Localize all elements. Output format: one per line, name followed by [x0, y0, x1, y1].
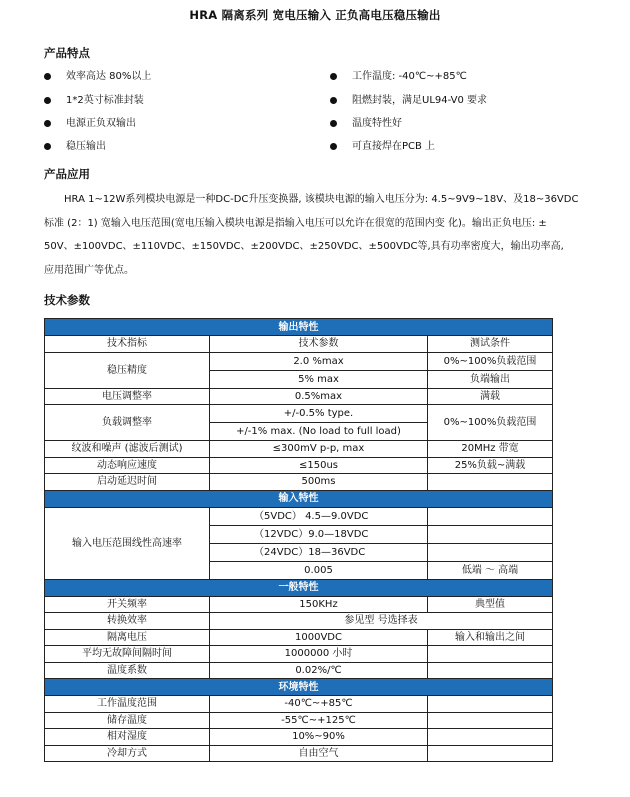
table-cell: 25%负载~满载 — [428, 457, 553, 474]
table-cell — [428, 507, 553, 525]
table-cell: 1000000 小时 — [210, 646, 428, 663]
table-cell: 动态响应速度 — [45, 457, 210, 474]
table-cell — [428, 662, 553, 679]
section-row — [45, 679, 553, 696]
table-cell: +/-1% max. (No load to full load) — [210, 423, 428, 441]
table-cell: 0.02%/℃ — [210, 662, 428, 679]
features-heading: 产品特点 — [44, 46, 90, 60]
table-cell: 技术指标 — [45, 336, 210, 353]
table-row — [45, 613, 553, 630]
table-row — [45, 696, 553, 713]
table-cell — [428, 696, 553, 713]
table-cell — [428, 745, 553, 762]
table-cell: -55℃~+125℃ — [210, 712, 428, 729]
table-row — [45, 336, 553, 353]
table-cell: 10%~90% — [210, 729, 428, 746]
section-title: 一般特性 — [45, 579, 553, 596]
bullet-icon — [330, 97, 337, 104]
paragraph-line: 50V、±100VDC、±110VDC、±150VDC、±200VDC、±250VDC、±500VDC等,具有功率密度大，输出功率高, — [44, 241, 564, 252]
bullet-icon — [44, 120, 51, 127]
bullet-icon — [44, 73, 51, 80]
table-cell: 20MHz 带宽 — [428, 441, 553, 458]
table-cell: 500ms — [210, 474, 428, 491]
section-row — [45, 319, 553, 336]
table-cell: 纹波和噪声 (滤波后测试) — [45, 441, 210, 458]
table-cell: 输入电压范围线性高速率 — [45, 507, 210, 579]
table-cell: 稳压精度 — [45, 352, 210, 388]
section-row — [45, 490, 553, 507]
table-cell: 工作温度范围 — [45, 696, 210, 713]
table-cell: 平均无故障间隔时间 — [45, 646, 210, 663]
table-row — [45, 646, 553, 663]
spec-table — [44, 318, 553, 762]
table-row — [45, 405, 553, 423]
table-cell: 0%~100%负载范围 — [428, 352, 553, 370]
table-cell — [428, 543, 553, 561]
application-paragraph — [44, 188, 590, 282]
table-cell: 启动延迟时间 — [45, 474, 210, 491]
table-row — [45, 352, 553, 370]
table-cell: 0%~100%负载范围 — [428, 405, 553, 441]
table-cell — [428, 712, 553, 729]
table-cell — [428, 474, 553, 491]
table-cell: 相对湿度 — [45, 729, 210, 746]
table-cell: 测试条件 — [428, 336, 553, 353]
section-row — [45, 579, 553, 596]
table-cell: 冷却方式 — [45, 745, 210, 762]
table-row — [45, 507, 553, 525]
section-title: 环境特性 — [45, 679, 553, 696]
table-cell: （24VDC）18—36VDC — [210, 543, 428, 561]
table-cell: 隔离电压 — [45, 629, 210, 646]
table-cell — [428, 729, 553, 746]
table-row — [45, 388, 553, 405]
paragraph-line: 标准 (2：1) 宽输入电压范围(宽电压输入模块电源是指输入电压可以允许在很宽的范围内变 化)。输出正负电压: ± — [44, 217, 547, 229]
section-title: 输入特性 — [45, 490, 553, 507]
bullet-icon — [330, 73, 337, 80]
table-cell: 0.005 — [210, 561, 428, 579]
table-cell: 低端 ～ 高端 — [428, 561, 553, 579]
bullet-icon — [330, 143, 337, 150]
table-row — [45, 662, 553, 679]
application-heading: 产品应用 — [44, 167, 90, 181]
table-cell: 电压调整率 — [45, 388, 210, 405]
table-row — [45, 474, 553, 491]
table-cell: 典型值 — [428, 596, 553, 613]
bullet-icon — [44, 97, 51, 104]
bullet-icon — [44, 143, 51, 150]
table-cell: 负载调整率 — [45, 405, 210, 441]
table-cell: 输入和输出之间 — [428, 629, 553, 646]
table-cell: 150KHz — [210, 596, 428, 613]
table-cell: 储存温度 — [45, 712, 210, 729]
table-row — [45, 629, 553, 646]
bullet-icon — [330, 120, 337, 127]
table-cell: ≤300mV p-p, max — [210, 441, 428, 458]
table-row — [45, 729, 553, 746]
table-cell: 1000VDC — [210, 629, 428, 646]
table-row — [45, 712, 553, 729]
table-cell: 负端输出 — [428, 370, 553, 388]
table-cell: +/-0.5% type. — [210, 405, 428, 423]
table-row — [45, 441, 553, 458]
table-cell: 0.5%max — [210, 388, 428, 405]
table-cell: 5% max — [210, 370, 428, 388]
table-row — [45, 596, 553, 613]
document-title: HRA 隔离系列 宽电压输入 正负高电压稳压输出 — [189, 8, 441, 22]
table-cell: -40℃~+85℃ — [210, 696, 428, 713]
table-cell: 2.0 %max — [210, 352, 428, 370]
table-cell: 技术参数 — [210, 336, 428, 353]
table-cell — [428, 646, 553, 663]
table-row — [45, 457, 553, 474]
paragraph-line: HRA 1~12W系列模块电源是一种DC-DC升压变换器, 该模块电源的输入电压分为: 4.5~9V9~18V、及18~36VDC — [64, 194, 579, 205]
table-cell — [428, 525, 553, 543]
paragraph-line: 应用范围广等优点。 — [44, 264, 134, 276]
table-cell: 参见型 号选择表 — [210, 613, 553, 630]
spec-heading: 技术参数 — [44, 293, 90, 307]
table-cell: ≤150us — [210, 457, 428, 474]
table-cell: （5VDC） 4.5—9.0VDC — [210, 507, 428, 525]
table-row — [45, 745, 553, 762]
table-cell: 温度系数 — [45, 662, 210, 679]
table-cell: 满载 — [428, 388, 553, 405]
table-cell: 转换效率 — [45, 613, 210, 630]
section-title: 输出特性 — [45, 319, 553, 336]
table-cell: 自由空气 — [210, 745, 428, 762]
table-cell: （12VDC）9.0—18VDC — [210, 525, 428, 543]
table-cell: 开关频率 — [45, 596, 210, 613]
